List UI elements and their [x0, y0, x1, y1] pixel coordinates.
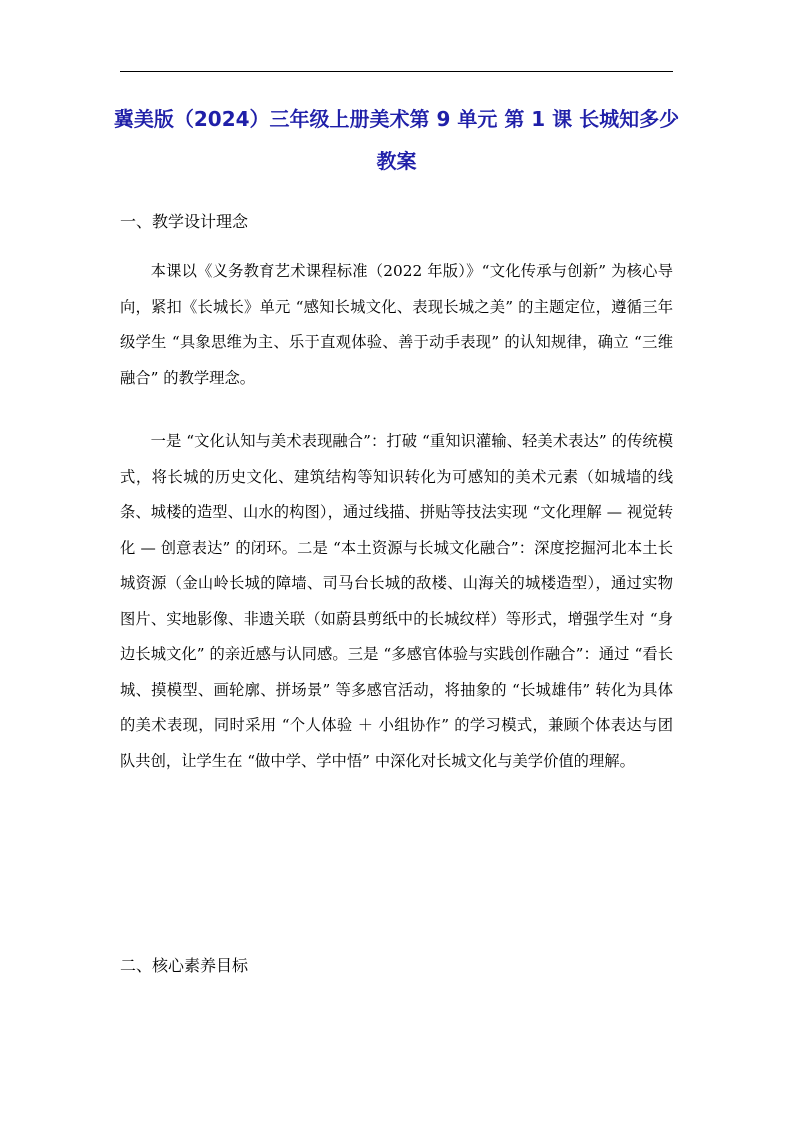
paragraph-concept-intro: 本课以《义务教育艺术课程标准（2022 年版）》“文化传承与创新” 为核心导向，紧扣《长城长》单元 “感知长城文化、表现长城之美” 的主题定位，遵循三年级学生 “具象思维为主、乐于直观体验、善于动手表现” 的认知规律，确立 “三维融合” 的教学理念。: [120, 262, 673, 387]
header-rule: [120, 71, 673, 72]
section-heading-design-concept: 一、教学设计理念: [120, 212, 249, 231]
paragraph-three-integrations: 一是 “文化认知与美术表现融合”：打破 “重知识灌输、轻美术表达” 的传统模式，将长城的历史文化、建筑结构等知识转化为可感知的美术元素（如城墙的线条、城楼的造型、山水的构图），通过线描、拼贴等技法实现 “文化理解 — 视觉转化 — 创意表达” 的闭环。二是 “本土资源与长城文化融合”：深度挖掘河北本土长城资源（金山岭长城的障墙、司马台长城的敌楼、山海关的城楼造型），通过实物图片、实地影像、非遗关联（如蔚县剪纸中的长城纹样）等形式，增强学生对 “身边长城文化” 的亲近感与认同感。三是 “多感官体验与实践创作融合”：通过 “看长城、摸模型、画轮廓、拼场景” 等多感官活动，将抽象的 “长城雄伟” 转化为具体的美术表现，同时采用 “个人体验 ＋ 小组协作” 的学习模式，兼顾个体表达与团队共创，让学生在 “做中学、学中悟” 中深化对长城文化与美学价值的理解。: [120, 432, 673, 770]
document-title: 冀美版（2024）三年级上册美术第 9 单元 第 1 课 长城知多少 教案: [113, 107, 680, 173]
section-heading-core-literacy-goals: 二、核心素养目标: [120, 956, 249, 975]
